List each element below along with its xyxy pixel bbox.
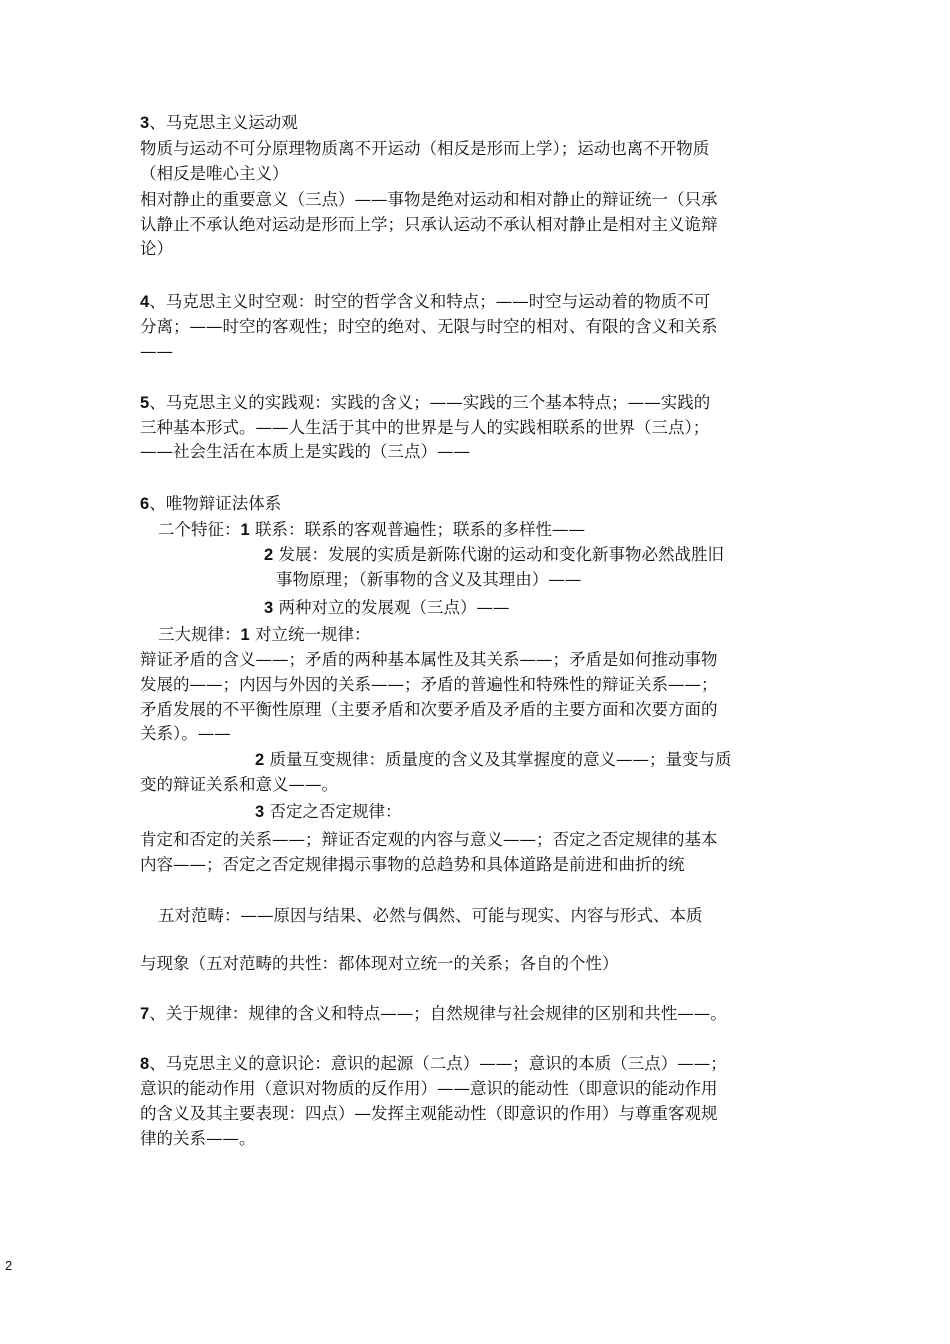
section-8-heading: 8、马克思主义的意识论：意识的起源（二点）——；意识的本质（三点）——； [140, 1054, 727, 1073]
paragraph-line: 物质与运动不可分原理物质离不开运动（相反是形而上学）；运动也离不开物质 [140, 139, 710, 158]
paragraph-line: 论） [140, 239, 173, 258]
paragraph-line: 分离；——时空的客观性；时空的绝对、无限与时空的相对、有限的含义和关系 [140, 317, 718, 336]
law-2-line: 2 质量互变规律：质量度的含义及其掌握度的意义——；量变与质 [255, 750, 732, 769]
section-number: 5 [140, 394, 150, 412]
section-7-heading: 7、关于规律：规律的含义和特点——；自然规律与社会规律的区别和共性——。 [140, 1004, 727, 1023]
feature-3-line: 3 两种对立的发展观（三点）—— [264, 598, 510, 617]
paragraph-line: 事物原理；（新事物的含义及其理由）—— [276, 570, 582, 589]
law-1-line: 三大规律：1 对立统一规律： [158, 625, 371, 644]
paragraph-line: 关系）。—— [140, 724, 231, 743]
categories-line: 五对范畴：——原因与结果、必然与偶然、可能与现实、内容与形式、本质 [158, 906, 703, 925]
paragraph-line: 的含义及其主要表现：四点）—发挥主观能动性（即意识的作用）与尊重客观规 [140, 1104, 718, 1123]
paragraph-line: 变的辩证关系和意义——。 [140, 775, 338, 794]
paragraph-line: 与现象（五对范畴的共性：都体现对立统一的关系；各自的个性） [140, 954, 619, 973]
paragraph-line: 发展的——；内因与外因的关系——；矛盾的普遍性和特殊性的辩证关系——； [140, 675, 718, 694]
section-number: 3 [140, 114, 150, 132]
section-number: 6 [140, 495, 150, 513]
paragraph-line: （相反是唯心主义） [140, 164, 289, 183]
paragraph-line: 内容——；否定之否定规律揭示事物的总趋势和具体道路是前进和曲折的统 [140, 855, 685, 874]
feature-2-line: 2 发展：发展的实质是新陈代谢的运动和变化新事物必然战胜旧 [264, 545, 724, 564]
section-6-heading: 6、唯物辩证法体系 [140, 494, 282, 513]
section-4-heading: 4、马克思主义时空观：时空的哲学含义和特点；——时空与运动着的物质不可 [140, 292, 711, 311]
paragraph-line: 辩证矛盾的含义——；矛盾的两种基本属性及其关系——；矛盾是如何推动事物 [140, 650, 718, 669]
paragraph-line: 矛盾发展的不平衡性原理（主要矛盾和次要矛盾及矛盾的主要方面和次要方面的 [140, 700, 718, 719]
paragraph-line: ——社会生活在本质上是实践的（三点）—— [140, 442, 470, 461]
paragraph-line: 三种基本形式。——人生活于其中的世界是与人的实践相联系的世界（三点）； [140, 418, 710, 437]
section-3-heading: 3、马克思主义运动观 [140, 113, 298, 132]
feature-1-line: 二个特征：1 联系：联系的客观普遍性；联系的多样性—— [158, 520, 585, 539]
paragraph-line: —— [140, 342, 173, 361]
paragraph-line: 相对静止的重要意义（三点）——事物是绝对运动和相对静止的辩证统一（只承 [140, 190, 718, 209]
section-number: 4 [140, 293, 150, 311]
section-number: 7 [140, 1005, 150, 1023]
section-5-heading: 5、马克思主义的实践观：实践的含义；——实践的三个基本特点；——实践的 [140, 393, 711, 412]
paragraph-line: 意识的能动作用（意识对物质的反作用）——意识的能动性（即意识的能动作用 [140, 1079, 718, 1098]
paragraph-line: 认静止不承认绝对运动是形而上学；只承认运动不承认相对静止是相对主义诡辩 [140, 215, 718, 234]
paragraph-line: 律的关系——。 [140, 1129, 256, 1148]
page-number: 2 [5, 1258, 13, 1273]
law-3-line: 3 否定之否定规律： [255, 802, 402, 821]
paragraph-line: 肯定和否定的关系——；辩证否定观的内容与意义——；否定之否定规律的基本 [140, 830, 718, 849]
section-number: 8 [140, 1055, 150, 1073]
